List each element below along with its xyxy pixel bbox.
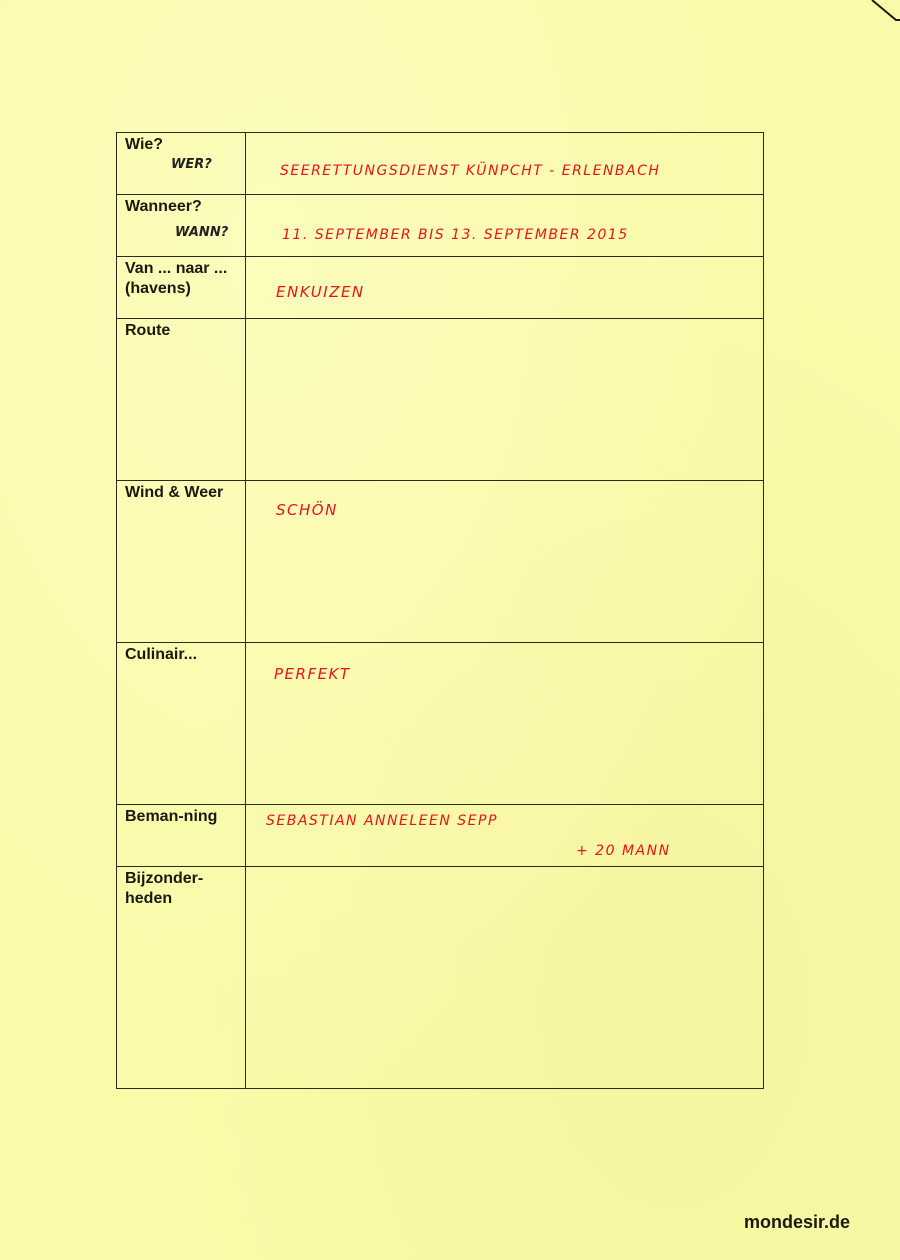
label-wanneer: Wanneer? WANN? (117, 195, 246, 257)
handwritten-value-wie: SEERETTUNGSDIENST KÜNPCHT - ERLENBACH (280, 163, 661, 179)
label-van-naar: Van ... naar ... (havens) (117, 257, 246, 319)
field-culinair (246, 643, 764, 805)
handwritten-note-wer: WER? (171, 157, 212, 172)
field-bijzonderheden (246, 867, 764, 1089)
folded-corner (870, 0, 900, 22)
logbook-form (116, 132, 764, 1089)
handwritten-value-bemanning-extra: + 20 MANN (576, 843, 671, 859)
handwritten-note-wann: WANN? (175, 225, 229, 240)
field-wind-weer (246, 481, 764, 643)
label-wind-weer: Wind & Weer (117, 481, 246, 643)
field-wanneer (246, 195, 764, 257)
field-van-naar (246, 257, 764, 319)
label-bemanning: Beman-ning (117, 805, 246, 867)
form-row-bijzonderheden (117, 867, 764, 1089)
form-row-wanneer (117, 195, 764, 257)
field-route (246, 319, 764, 481)
handwritten-value-weer: SCHÖN (276, 501, 338, 519)
label-wie: Wie? WER? (117, 133, 246, 195)
form-row-route (117, 319, 764, 481)
label-bijzonderheden: Bijzonder-heden (117, 867, 246, 1089)
form-row-bemanning (117, 805, 764, 867)
form-row-wie (117, 133, 764, 195)
handwritten-value-wanneer: 11. SEPTEMBER BIS 13. SEPTEMBER 2015 (282, 227, 629, 243)
field-wie (246, 133, 764, 195)
handwritten-value-havens: ENKUIZEN (276, 283, 365, 301)
label-culinair: Culinair... (117, 643, 246, 805)
form-row-van-naar (117, 257, 764, 319)
field-bemanning (246, 805, 764, 867)
form-row-wind-weer (117, 481, 764, 643)
form-row-culinair (117, 643, 764, 805)
handwritten-value-bemanning: SEBASTIAN ANNELEEN SEPP (266, 813, 498, 829)
label-route: Route (117, 319, 246, 481)
handwritten-value-culinair: PERFEKT (274, 665, 351, 683)
watermark: mondesir.de (744, 1212, 851, 1232)
